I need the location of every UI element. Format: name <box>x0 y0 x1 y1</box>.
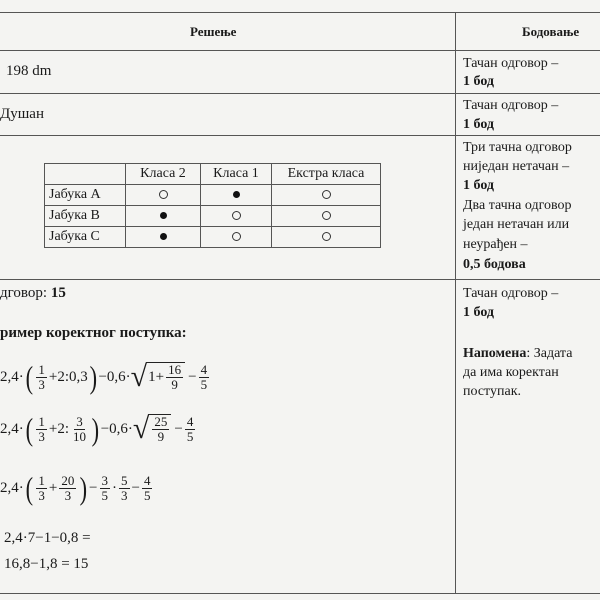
fraction <box>59 474 76 503</box>
answer-label: дговор: <box>0 285 51 301</box>
fraction <box>166 363 183 392</box>
fraction <box>142 474 153 503</box>
table-bottom-border <box>0 593 600 594</box>
empty-circle-mark <box>322 232 331 241</box>
math-term: 2,4· <box>0 368 24 385</box>
class-table-corner <box>45 164 126 185</box>
note-line-3: поступак. <box>463 384 521 399</box>
row4-score-points: 1 бод <box>463 305 494 320</box>
math-term: 2,4· <box>0 420 24 437</box>
class-table-cell <box>272 206 381 227</box>
denominator: 5 <box>186 428 194 444</box>
denominator: 3 <box>38 428 45 444</box>
denominator: 3 <box>38 487 45 503</box>
fraction <box>199 363 210 392</box>
class-table-row-label: Јабука C <box>45 227 126 248</box>
math-term: 1+ <box>148 369 165 385</box>
note-line-2: да има коректан <box>463 365 559 380</box>
numerator: 5 <box>121 472 128 488</box>
row3-score-line: ниједан нетачан – <box>463 159 570 174</box>
fraction <box>36 474 47 503</box>
row1-score-text: Тачан одговор – <box>463 56 559 71</box>
numerator: 4 <box>186 413 194 429</box>
class-table-cell <box>272 185 381 206</box>
class-table-cell <box>126 227 201 248</box>
empty-circle-mark <box>322 190 331 199</box>
fraction <box>100 474 111 503</box>
denominator: 3 <box>38 376 45 392</box>
numerator: 4 <box>143 472 151 488</box>
procedure-heading: ример коректног поступка: <box>0 325 187 341</box>
radical-sign: √ <box>132 412 150 445</box>
math-term: − <box>89 479 98 496</box>
class-table-cell <box>201 227 272 248</box>
math-line-1 <box>0 359 211 395</box>
class-table-header-row <box>45 164 381 185</box>
row2-score-text: Тачан одговор – <box>463 98 559 113</box>
row1-answer: 198 dm <box>6 63 52 79</box>
numerator: 3 <box>101 472 108 488</box>
filled-circle-mark <box>160 212 167 219</box>
radicand <box>148 414 171 444</box>
class-table-row-label: Јабука B <box>45 206 126 227</box>
row3-score-line: Два тачна одговор <box>463 198 572 213</box>
class-table-header: Класа 2 <box>126 164 201 185</box>
fraction <box>36 363 47 392</box>
math-term: + <box>48 479 58 496</box>
denominator: 5 <box>101 487 108 503</box>
class-table-header: Екстра класа <box>272 164 381 185</box>
math-term: − <box>131 479 140 496</box>
numerator: 1 <box>38 413 45 429</box>
row3-score-points: 1 бод <box>463 178 494 193</box>
math-line-3 <box>0 470 154 506</box>
class-table-row-label: Јабука А <box>45 185 126 206</box>
denominator: 3 <box>64 487 72 503</box>
right-paren: ) <box>89 359 97 395</box>
fraction <box>119 474 130 503</box>
solution-column-header: Решење <box>190 24 237 39</box>
class-table-row <box>45 185 381 206</box>
class-table-header: Класа 1 <box>201 164 272 185</box>
row2-bottom-border <box>0 135 600 136</box>
right-paren: ) <box>91 411 100 447</box>
denominator: 5 <box>143 487 151 503</box>
class-table-cell <box>201 206 272 227</box>
math-line-2 <box>0 411 197 447</box>
math-term: · <box>112 479 117 496</box>
fraction <box>36 415 47 444</box>
left-paren: ( <box>25 470 33 506</box>
empty-circle-mark <box>322 211 331 220</box>
math-line-4: 2,4·7−1−0,8 = <box>4 530 91 546</box>
denominator: 9 <box>157 429 165 444</box>
math-term: +2: <box>48 420 70 437</box>
filled-circle-mark <box>160 233 167 240</box>
row3-score-line: Три тачна одговор <box>463 140 572 155</box>
row2-score-points: 1 бод <box>463 117 494 132</box>
filled-circle-mark <box>233 191 240 198</box>
row3-score-points: 0,5 бодова <box>463 257 526 272</box>
denominator: 5 <box>200 376 208 392</box>
note-text: : Задата <box>526 346 573 361</box>
numerator: 25 <box>154 414 168 429</box>
table-top-border <box>0 12 600 13</box>
row3-score-line: један нетачан или <box>463 217 570 232</box>
note-label: Напомена <box>463 346 527 361</box>
math-term: − <box>174 420 183 437</box>
square-root <box>133 414 171 444</box>
class-table-cell <box>126 206 201 227</box>
numerator: 1 <box>38 472 45 488</box>
class-table-cell <box>272 227 381 248</box>
numerator: 16 <box>168 362 182 377</box>
empty-circle-mark <box>232 232 241 241</box>
denominator: 3 <box>121 487 128 503</box>
row4-answer <box>0 285 66 302</box>
denominator: 10 <box>73 428 87 444</box>
class-table-cell <box>126 185 201 206</box>
numerator: 4 <box>200 361 208 377</box>
math-term: −0,6· <box>100 420 133 437</box>
header-bottom-border <box>0 50 600 51</box>
row3-bottom-border <box>0 279 600 280</box>
answer-value: 15 <box>50 285 66 301</box>
row2-answer: Душан <box>0 106 44 122</box>
fraction <box>71 415 88 444</box>
empty-circle-mark <box>232 211 241 220</box>
row3-score-line: неурађен – <box>463 237 528 252</box>
note-line-1 <box>463 345 572 362</box>
scoring-column-header: Бодовање <box>522 24 580 39</box>
right-paren: ) <box>79 470 88 506</box>
class-table-row <box>45 227 381 248</box>
math-line-5: 16,8−1,8 = 15 <box>4 556 89 572</box>
radical-sign: √ <box>130 360 148 393</box>
fraction <box>185 415 196 444</box>
left-paren: ( <box>25 359 33 395</box>
apple-class-table <box>44 163 381 248</box>
left-paren: ( <box>25 411 33 447</box>
math-term: +2:0,3 <box>48 368 88 385</box>
numerator: 20 <box>61 472 75 488</box>
numerator: 3 <box>76 413 83 429</box>
numerator: 1 <box>38 361 45 377</box>
class-table-row <box>45 206 381 227</box>
empty-circle-mark <box>159 190 168 199</box>
fraction <box>152 415 169 444</box>
math-term: 2,4· <box>0 479 24 496</box>
class-table-cell <box>201 185 272 206</box>
row1-score-points: 1 бод <box>463 74 494 89</box>
radicand <box>146 362 185 392</box>
row4-score-text: Тачан одговор – <box>463 286 559 301</box>
math-term: −0,6· <box>98 368 131 385</box>
row1-bottom-border <box>0 93 600 94</box>
square-root <box>131 362 185 392</box>
math-term: − <box>188 368 197 385</box>
column-divider <box>455 12 456 594</box>
denominator: 9 <box>171 377 178 392</box>
